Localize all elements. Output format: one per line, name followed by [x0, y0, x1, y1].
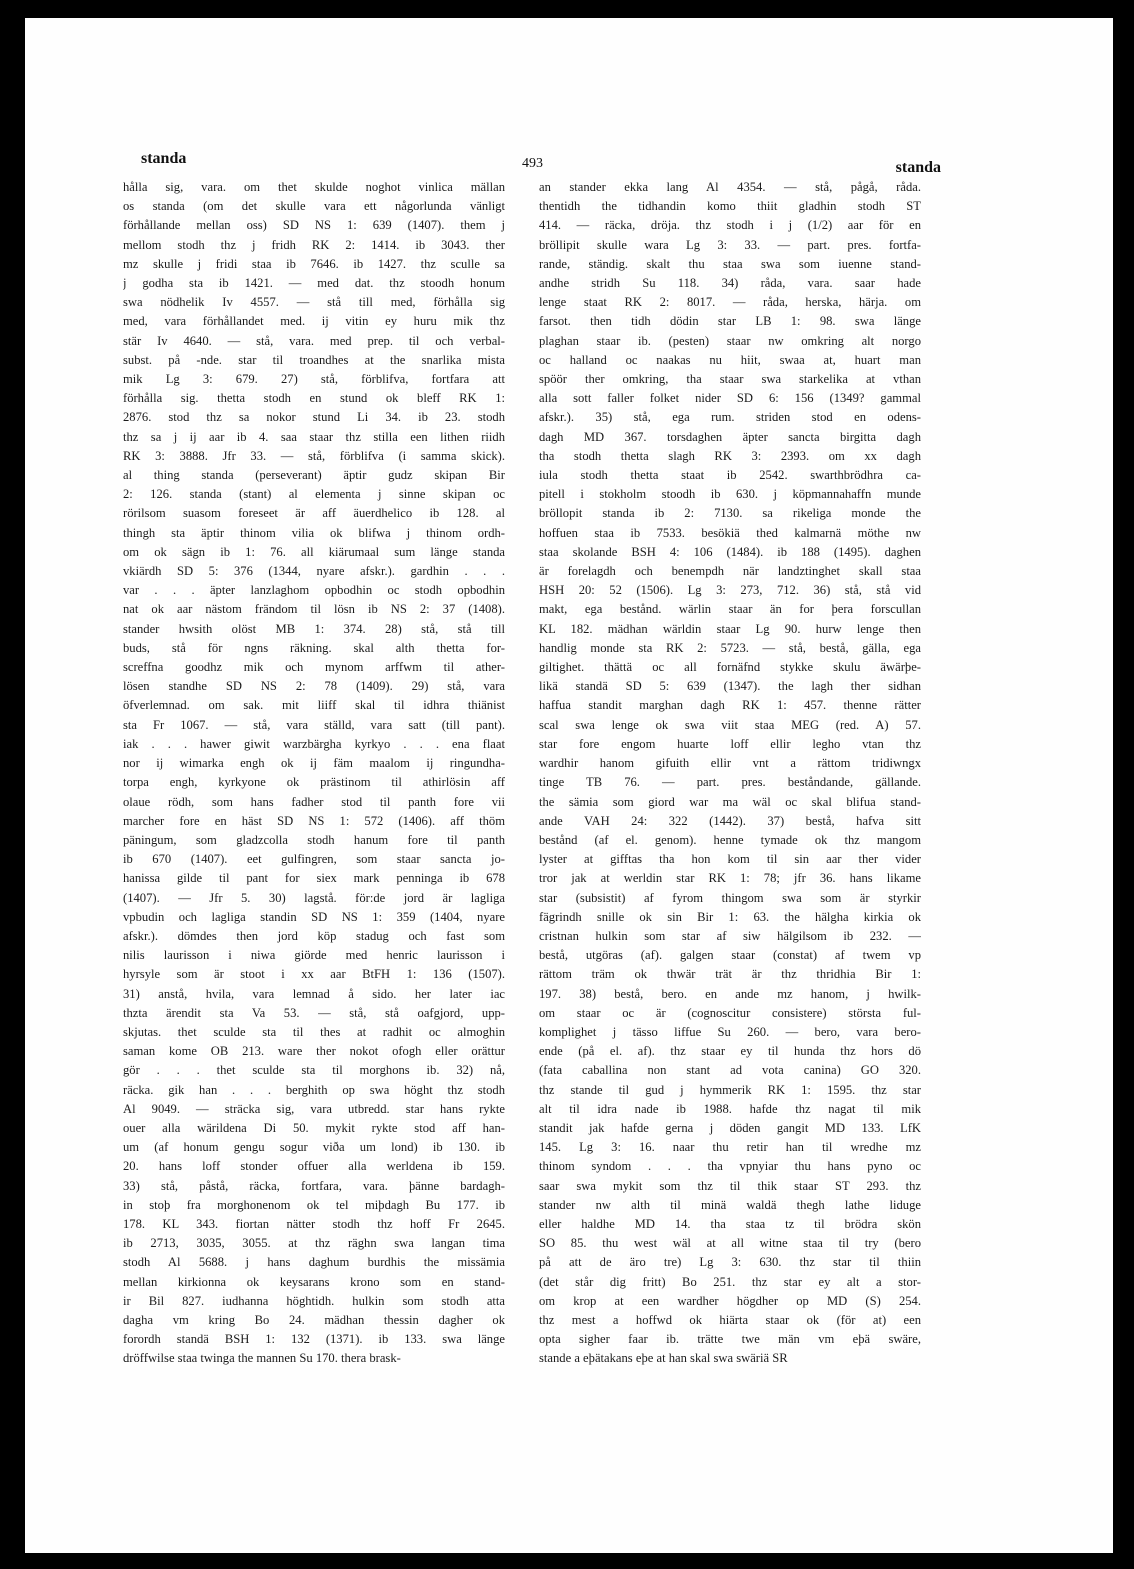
text-line: mik Lg 3: 679. 27) stå, förblifva, fortfara att	[123, 372, 505, 387]
text-line: saar swa mykit som thz til thik staar ST 293. thz	[539, 1178, 921, 1193]
text-line: fägrindh snille ok sin Bir 1: 63. the hälgha kirkia ok	[539, 909, 921, 924]
text-line: lenge staat RK 2: 8017. — råda, herska, härja. om	[539, 295, 921, 310]
text-line: marcher fore en häst SD NS 1: 572 (1406). aff thöm	[123, 813, 505, 828]
text-columns	[119, 178, 919, 1508]
text-line: thingh sta äptir thinom vilia ok blifwa j thinom ordh-	[123, 525, 505, 540]
running-headword-right: standa	[895, 159, 941, 176]
text-line: ib 670 (1407). eet gulfingren, som staar sancta jo-	[123, 852, 505, 867]
text-line: HSH 20: 52 (1506). Lg 3: 273, 712. 36) stå, stå vid	[539, 583, 921, 598]
text-line: andhe stridh Su 118. 34) råda, vara. saar hade	[539, 276, 921, 291]
text-line: standit jak hafde gerna j döden gangit MD 133. LfK	[539, 1120, 921, 1135]
text-line: (det står dig fritt) Bo 251. thz star ey alt a stor-	[539, 1274, 921, 1289]
page-header	[119, 144, 941, 178]
text-line: handlig monde sta RK 2: 5723. — stå, bestå, gälla, ega	[539, 640, 921, 655]
text-line: stodh Al 5688. j hans daghum burdhis the missämia	[123, 1255, 505, 1270]
text-line: wardhir hanom gifuith ellir vnt a rättom tridiwngx	[539, 756, 921, 771]
left-column	[123, 178, 505, 1369]
text-line: lösen standhe SD NS 2: 78 (1409). 29) stå, vara	[123, 679, 505, 694]
text-line: haffua standit marghan dagh RK 1: 457. thenne rätter	[539, 698, 921, 713]
text-line: giltighet. thättä oc all fornäfnd stykke skulu äwärþe-	[539, 660, 921, 675]
text-line: SO 85. thu west wäl at all witne staa til try (bero	[539, 1236, 921, 1251]
text-line: (fata caballina non stant ad vota canina) GO 320.	[539, 1063, 921, 1078]
text-line: oc halland oc naakas nu hiit, swaa at, huart man	[539, 352, 921, 367]
text-line: ir Bil 827. iudhanna höghtidh. hulkin som stodh atta	[123, 1293, 505, 1308]
text-line: buds, stå för ngns räkning. skal alth thetta for-	[123, 640, 505, 655]
text-line: subst. på -nde. star til troandhes at the snarlika mista	[123, 352, 505, 367]
text-line: mz skulle j fridi staa ib 7646. ib 1427. thz sculle sa	[123, 256, 505, 271]
text-line: om staar oc är (cognoscitur consistere) största ful-	[539, 1005, 921, 1020]
text-line: rörilsom suasom foreseet är aff äuerdhelico ib 128. al	[123, 506, 505, 521]
text-line: förhållande mellan oss) SD NS 1: 639 (1407). them j	[123, 218, 505, 233]
text-line: vpbudin och lagliga standin SD NS 1: 359 (1404, nyare	[123, 909, 505, 924]
text-line: bestå, utgöras (af). galgen staar (constat) af twem vp	[539, 948, 921, 963]
text-line: Al 9049. — sträcka sig, vara utbredd. star hans rykte	[123, 1101, 505, 1116]
text-line: ende (på el. af). thz staar ey til hunda thz hors dö	[539, 1044, 921, 1059]
text-line: thz stande til gud j hymmerik RK 1: 1595. thz star	[539, 1082, 921, 1097]
text-line: star (subsistit) af fyrom thingom swa som är styrkir	[539, 890, 921, 905]
text-line: 2876. stod thz sa nokor stund Li 34. ib 23. stodh	[123, 410, 505, 425]
text-line: bröllipit skulle wara Lg 3: 33. — part. pres. fortfa-	[539, 237, 921, 252]
text-line: screffna goodhz mik och mynom arffwm til ather-	[123, 660, 505, 675]
text-line: mellom stodh thz j fridh RK 2: 1414. ib 3043. ther	[123, 237, 505, 252]
text-line: the sämia som giord war ma wäl oc skal blifua stand-	[539, 794, 921, 809]
text-line: 145. Lg 3: 16. naar thu retir han til wredhe mz	[539, 1140, 921, 1155]
text-line: hanissa gilde til pant for siex mark penninga ib 678	[123, 871, 505, 886]
text-line: pitell i stokholm stoodh ib 630. j köpmannahaffn munde	[539, 487, 921, 502]
text-line: opta sigher faar ib. trätte twe män vm eþä swäre,	[539, 1332, 921, 1347]
text-line: um (af honum gengu sogur viða um lond) ib 130. ib	[123, 1140, 505, 1155]
text-line: med, vara förhållandet med. ij vitin ey huru mik thz	[123, 314, 505, 329]
text-line: os standa (om det skulle vara ett någorlunda vänligt	[123, 199, 505, 214]
text-line: dagh MD 367. torsdaghen äpter sancta birgitta dagh	[539, 429, 921, 444]
text-line: hyrsyle som är stoot i xx aar BtFH 1: 136 (1507).	[123, 967, 505, 982]
text-line: bröllopit standa ib 2: 7130. sa rikeliga monde the	[539, 506, 921, 521]
text-line: afskr.). 35) stå, ega rum. striden stod en odens-	[539, 410, 921, 425]
text-line: afskr.). dömdes then jord köp stadug och fast som	[123, 928, 505, 943]
text-line: (1407). — Jfr 5. 30) lagstå. för:de jord är lagliga	[123, 890, 505, 905]
right-column	[539, 178, 921, 1369]
text-line: stander hwsith olöst MB 1: 374. 28) stå, stå till	[123, 621, 505, 636]
text-line: lyster at gifftas tha hon kom til sin aar ther vider	[539, 852, 921, 867]
text-line: thzta ärendit sta Va 53. — stå, stå oafgjord, upp-	[123, 1005, 505, 1020]
text-line: eller haldhe MD 14. tha staa tz til brödra skön	[539, 1216, 921, 1231]
text-line: stande a eþätakans eþe at han skal swa swäriä SR	[539, 1351, 788, 1366]
text-line: alla sott faller folket nider SD 6: 156 (1349? gammal	[539, 391, 921, 406]
text-line: cristnan hulkin som star af siw hälgilsom ib 232. —	[539, 928, 921, 943]
text-line: 2: 126. standa (stant) al elementa j sinne skipan oc	[123, 487, 505, 502]
text-line: ib 2713, 3035, 3055. at thz räghn swa langan tima	[123, 1236, 505, 1251]
text-line: saman kome OB 213. ware ther nokot ofogh eller orättur	[123, 1044, 505, 1059]
page-content	[119, 144, 941, 1508]
text-line: päningum, som gladzcolla stodh hanum fore til panth	[123, 832, 505, 847]
text-line: 31) anstå, hvila, vara lemnad å sido. her later iac	[123, 986, 505, 1001]
text-line: gör . . . thet sculde sta til morghons ib. 32) nå,	[123, 1063, 505, 1078]
dictionary-page	[25, 18, 1113, 1553]
text-line: bestånd (af el. genom). henne tymade ok thz mangom	[539, 832, 921, 847]
text-line: förhålla sig. thetta stodh en stund ok bleff RK 1:	[123, 391, 505, 406]
text-line: räcka. gik han . . . berghith op swa höght thz stodh	[123, 1082, 505, 1097]
text-line: an stander ekka lang Al 4354. — stå, pågå, råda.	[539, 180, 921, 194]
text-line: in stoþ fra morghonenom ok tel miþdagh Bu 177. ib	[123, 1197, 505, 1212]
text-line: mellan kirkionna ok keysarans krono som en stand-	[123, 1274, 505, 1289]
text-line: rättom träm ok thwär trät är thz thridhia Bir 1:	[539, 967, 921, 982]
text-line: är forelagdh och benempdh när landztinghet skall staa	[539, 564, 921, 579]
text-line: forordh standä BSH 1: 132 (1371). ib 133. swa länge	[123, 1332, 505, 1347]
column-divider	[519, 178, 520, 1398]
text-line: farsot. then tidh dödin star LB 1: 98. swa länge	[539, 314, 921, 329]
text-line: likä standä SD 5: 639 (1347). the lagh ther sidhan	[539, 679, 921, 694]
text-line: thinom syndom . . . tha vpnyiar thu hans pyno oc	[539, 1159, 921, 1174]
text-line: vkiärdh SD 5: 376 (1344, nyare afskr.). gardhin . . .	[123, 564, 505, 579]
text-line: dagha vm kring Bo 24. mädhan thessin dagher ok	[123, 1312, 505, 1327]
text-line: 33) stå, påstå, räcka, fortfara, vara. þänne bardagh-	[123, 1178, 505, 1193]
text-line: öfverlemnad. om sak. mit liiff skal til idhra thiänist	[123, 698, 505, 713]
text-line: om krop at een wardher högdher op MD (S) 254.	[539, 1293, 921, 1308]
text-line: nor ij wimarka engh ok ij fäm maalom ij ringundha-	[123, 756, 505, 771]
text-line: om ok sägn ib 1: 76. all kiärumaal sum länge standa	[123, 544, 505, 559]
text-line: scal swa lenge ok swa viit staa MEG (red. A) 57.	[539, 717, 921, 732]
text-line: plaghan staar ib. (pesten) staar nw omkring alt norgo	[539, 333, 921, 348]
text-line: 178. KL 343. fiortan nätter stodh thz hoff Fr 2645.	[123, 1216, 505, 1231]
text-line: iak . . . hawer giwit warzbärgha kyrkyo . . . ena flaat	[123, 736, 505, 751]
text-line: alt til idra nade ib 1988. hafde thz nagat til mik	[539, 1101, 921, 1116]
text-line: torpa engh, kyrkyone ok prästinom til athirlösin aff	[123, 775, 505, 790]
text-line: ande VAH 24: 322 (1442). 37) bestå, hafva sitt	[539, 813, 921, 828]
text-line: thz sa j ij aar ib 4. saa staar thz stilla een lithen riidh	[123, 429, 505, 444]
text-line: RK 3: 3888. Jfr 33. — stå, förblifva (i samma skick).	[123, 448, 505, 463]
running-headword-left: standa	[141, 150, 187, 167]
text-line: nat ok aar nästom frändom til lösn ib NS 2: 37 (1408).	[123, 602, 505, 617]
text-line: swa nödhelik Iv 4557. — stå till med, förhålla sig	[123, 295, 505, 310]
text-line: på att de äro tre) Lg 3: 630. thz star til thiin	[539, 1255, 921, 1270]
text-line: stär Iv 4640. — stå, vara. med prep. til och verbal-	[123, 333, 505, 348]
text-line: staa skolande BSH 4: 106 (1484). ib 188 (1495). daghen	[539, 544, 921, 559]
text-line: skjutas. thet sculde sta til thes at radhit oc almoghin	[123, 1024, 505, 1039]
text-line: hoffuen staa ib 7533. besökiä thed kalmarnä möthe nw	[539, 525, 921, 540]
text-line: ouer alla wärildena Di 50. mykit rykte stod aff han-	[123, 1120, 505, 1135]
text-line: nilis laurisson i niwa giörde med henric laurisson i	[123, 948, 505, 963]
text-line: thentidh the tidhandin komo thiit gladhin stodh ST	[539, 199, 921, 214]
text-line: KL 182. mädhan wärldin staar Lg 90. hurw lenge then	[539, 621, 921, 636]
text-line: thz mest a hoffwd ok hiärta staar ok (för at) een	[539, 1312, 921, 1327]
text-line: tha stodh thetta slagh RK 3: 2393. om xx dagh	[539, 448, 921, 463]
text-line: dröffwilse staa twinga the mannen Su 170. thera brask-	[123, 1351, 401, 1366]
text-line: 414. — räcka, dröja. thz stodh i j (1/2) aar för en	[539, 218, 921, 233]
text-line: spöör ther omkring, tha staar swa starkelika at vthan	[539, 372, 921, 387]
text-line: star fore engom huarte loff ellir legho vtan thz	[539, 736, 921, 751]
text-line: 20. hans loff stonder offuer alla werldena ib 159.	[123, 1159, 505, 1174]
text-line: tinge TB 76. — part. pres. beståndande, gällande.	[539, 775, 921, 790]
page-number: 493	[522, 156, 543, 171]
text-line: stander nw alth til minä waldä thegh lathe liduge	[539, 1197, 921, 1212]
text-line: hålla sig, vara. om thet skulde noghot vinlica mällan	[123, 180, 505, 194]
text-line: j godha sta ib 1421. — med dat. thz stoodh honum	[123, 276, 505, 291]
text-line: 197. 38) bestå, bero. en ande mz hanom, j hwilk-	[539, 986, 921, 1001]
text-line: al thing standa (perseverant) äptir gudz skipan Bir	[123, 468, 505, 483]
text-line: tror jak at werldin star RK 1: 78; jfr 36. hans likame	[539, 871, 921, 886]
text-line: var . . . äpter lanzlaghom opbodhin oc stodh opbodhin	[123, 583, 505, 598]
text-line: makt, ega bestånd. wärlin staar än for þera forscullan	[539, 602, 921, 617]
text-line: olaue rödh, som hans fadher stod til panth fore vii	[123, 794, 505, 809]
text-line: rande, ständig. skalt thu staa swa som iuenne stand-	[539, 256, 921, 271]
text-line: komplighet j tässo liffue Su 260. — bero, vara bero-	[539, 1024, 921, 1039]
text-line: sta Fr 1067. — stå, vara ställd, vara satt (till pant).	[123, 717, 505, 732]
text-line: iula stodh thetta staat ib 2542. swarthbrödhra ca-	[539, 468, 921, 483]
